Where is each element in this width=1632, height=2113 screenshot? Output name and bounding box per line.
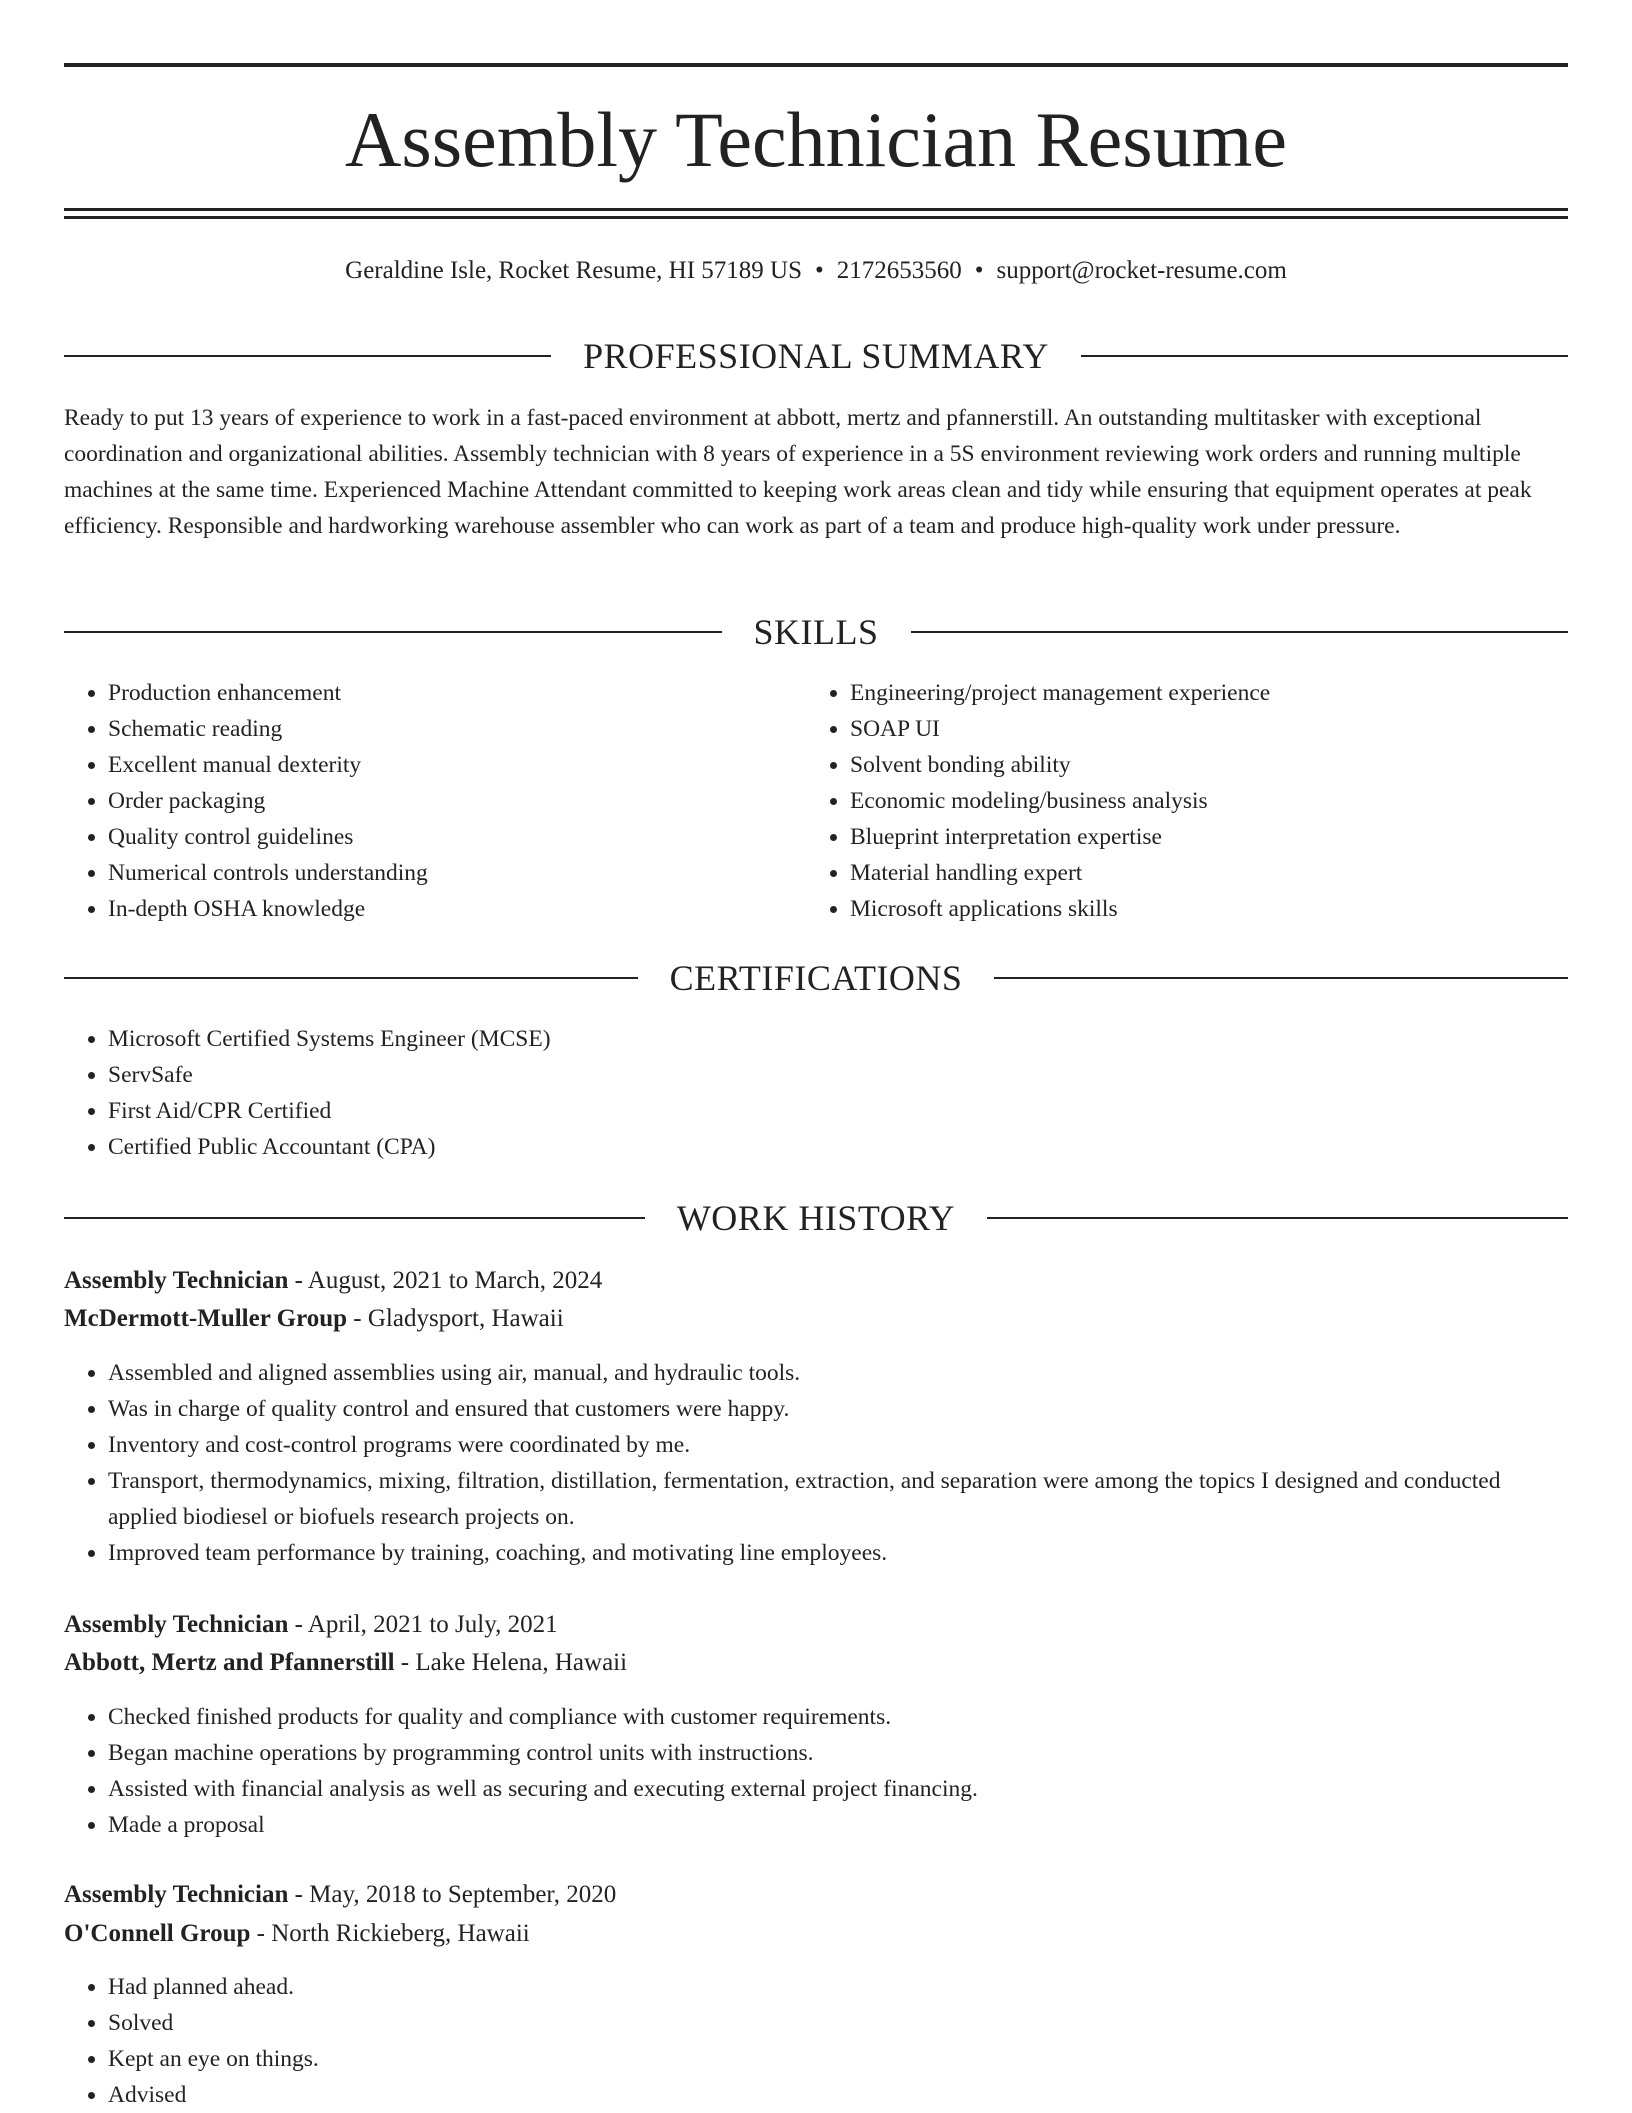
job-title-line bbox=[64, 1606, 1568, 1644]
job-bullets bbox=[64, 1699, 1568, 1843]
job-bullets bbox=[64, 1969, 1568, 2113]
skill-item: • Schematic reading bbox=[108, 711, 808, 747]
summary-text: Ready to put 13 years of experience to work in a fast-paced environment at abbott, mertz and pfannerstill. An outstanding multitasker with exceptional coordination and organizational abilities. Assembly technician with 8 years of experience in a 5S environment reviewing work orders and running multiple machines at the same time. Experienced Machine Attendant committed to keeping work areas clean and tidy while ensuring that equipment operates at peak efficiency. Responsible and hardworking warehouse assembler who can work as part of a team and produce high-quality work under pressure. bbox=[64, 405, 1532, 539]
certifications-list bbox=[64, 1021, 1568, 1165]
heading-rule-right bbox=[987, 1217, 1568, 1219]
job-bullet: • Had planned ahead. bbox=[108, 1969, 1568, 2005]
top-rule bbox=[64, 63, 1568, 67]
contact-separator: • bbox=[974, 257, 984, 284]
resume-title: Assembly Technician Resume bbox=[345, 96, 1287, 183]
heading-rule-right bbox=[994, 977, 1568, 979]
job-company-line bbox=[64, 1915, 1568, 1953]
skill-item: • Order packaging bbox=[108, 783, 808, 819]
job-bullet: • Assisted with financial analysis as well as securing and executing external project financing. bbox=[108, 1771, 1568, 1807]
certification-item: • Microsoft Certified Systems Engineer (MCSE) bbox=[108, 1021, 1568, 1057]
skill-item: • Blueprint interpretation expertise bbox=[850, 819, 1610, 855]
job-dates: - May, 2018 to September, 2020 bbox=[288, 1881, 617, 1908]
skills-list-right bbox=[806, 675, 1610, 927]
certifications-heading-label: CERTIFICATIONS bbox=[669, 958, 963, 998]
skills-heading-label: SKILLS bbox=[753, 612, 879, 652]
heading-rule-left bbox=[64, 631, 722, 633]
job-bullet: • Transport, thermodynamics, mixing, filtration, distillation, fermentation, extraction, and separation were among the topics I designed and conducted applied biodiesel or biofuels research projects on. bbox=[108, 1463, 1568, 1535]
job-bullet: • Solved bbox=[108, 2005, 1568, 2041]
job-bullet: • Improved team performance by training, coaching, and motivating line employees. bbox=[108, 1535, 1568, 1571]
work-history-heading-label: WORK HISTORY bbox=[676, 1198, 956, 1238]
job-title: Assembly Technician bbox=[64, 1267, 289, 1294]
job-title-line bbox=[64, 1876, 1568, 1914]
title-double-rule-lower bbox=[64, 216, 1568, 219]
summary-heading bbox=[64, 336, 1568, 376]
job-bullet: • Checked finished products for quality and compliance with customer requirements. bbox=[108, 1699, 1568, 1735]
job-location: - Gladysport, Hawaii bbox=[347, 1305, 564, 1332]
job-dates: - April, 2021 to July, 2021 bbox=[288, 1611, 558, 1638]
skill-item: • Production enhancement bbox=[108, 675, 808, 711]
job-bullet: • Began machine operations by programming control units with instructions. bbox=[108, 1735, 1568, 1771]
skill-item: • Quality control guidelines bbox=[108, 819, 808, 855]
skill-item: • Engineering/project management experience bbox=[850, 675, 1610, 711]
contact-separator: • bbox=[815, 257, 824, 284]
job-bullet: • Assembled and aligned assemblies using air, manual, and hydraulic tools. bbox=[108, 1355, 1568, 1391]
job-title: Assembly Technician bbox=[64, 1611, 289, 1638]
skill-item: • Numerical controls understanding bbox=[108, 855, 808, 891]
skill-item: • SOAP UI bbox=[850, 711, 1610, 747]
job-company-line bbox=[64, 1644, 1568, 1682]
heading-rule-right bbox=[1081, 355, 1568, 357]
skill-item: • Material handling expert bbox=[850, 855, 1610, 891]
summary-heading-label: PROFESSIONAL SUMMARY bbox=[583, 336, 1049, 376]
skill-item: • Economic modeling/business analysis bbox=[850, 783, 1610, 819]
contact-email: support@rocket-resume.com bbox=[996, 257, 1287, 284]
job-bullet: • Made a proposal bbox=[108, 1807, 1568, 1843]
contact-phone: 2172653560 bbox=[836, 257, 962, 284]
job-title-line bbox=[64, 1262, 1568, 1300]
skill-item: • Excellent manual dexterity bbox=[108, 747, 808, 783]
job-location: - North Rickieberg, Hawaii bbox=[250, 1920, 530, 1947]
job-company: O'Connell Group bbox=[64, 1920, 251, 1947]
title-double-rule-upper bbox=[64, 208, 1568, 211]
work-history-heading bbox=[64, 1198, 1568, 1238]
skill-item: • Microsoft applications skills bbox=[850, 891, 1610, 927]
job-bullet: • Kept an eye on things. bbox=[108, 2041, 1568, 2077]
job-bullet: • Advised bbox=[108, 2077, 1568, 2113]
job-title: Assembly Technician bbox=[64, 1881, 289, 1908]
job-company: McDermott-Muller Group bbox=[64, 1305, 348, 1332]
job-bullet: • Inventory and cost-control programs were coordinated by me. bbox=[108, 1427, 1568, 1463]
certification-item: • ServSafe bbox=[108, 1057, 1568, 1093]
heading-rule-right bbox=[911, 631, 1569, 633]
skill-item: • Solvent bonding ability bbox=[850, 747, 1610, 783]
job-bullets bbox=[64, 1355, 1568, 1571]
skills-heading bbox=[64, 612, 1568, 652]
job-company-line bbox=[64, 1300, 1568, 1338]
contact-address: Geraldine Isle, Rocket Resume, HI 57189 US bbox=[345, 257, 803, 284]
skills-list-left bbox=[64, 675, 808, 927]
certifications-heading bbox=[64, 958, 1568, 998]
heading-rule-left bbox=[64, 1217, 645, 1219]
job-dates: - August, 2021 to March, 2024 bbox=[288, 1267, 603, 1294]
contact-line bbox=[64, 255, 1568, 287]
certification-item: • Certified Public Accountant (CPA) bbox=[108, 1129, 1568, 1165]
job-location: - Lake Helena, Hawaii bbox=[394, 1649, 628, 1676]
job-bullet: • Was in charge of quality control and ensured that customers were happy. bbox=[108, 1391, 1568, 1427]
heading-rule-left bbox=[64, 977, 638, 979]
skill-item: • In-depth OSHA knowledge bbox=[108, 891, 808, 927]
certification-item: • First Aid/CPR Certified bbox=[108, 1093, 1568, 1129]
job-company: Abbott, Mertz and Pfannerstill bbox=[64, 1649, 395, 1676]
heading-rule-left bbox=[64, 355, 551, 357]
